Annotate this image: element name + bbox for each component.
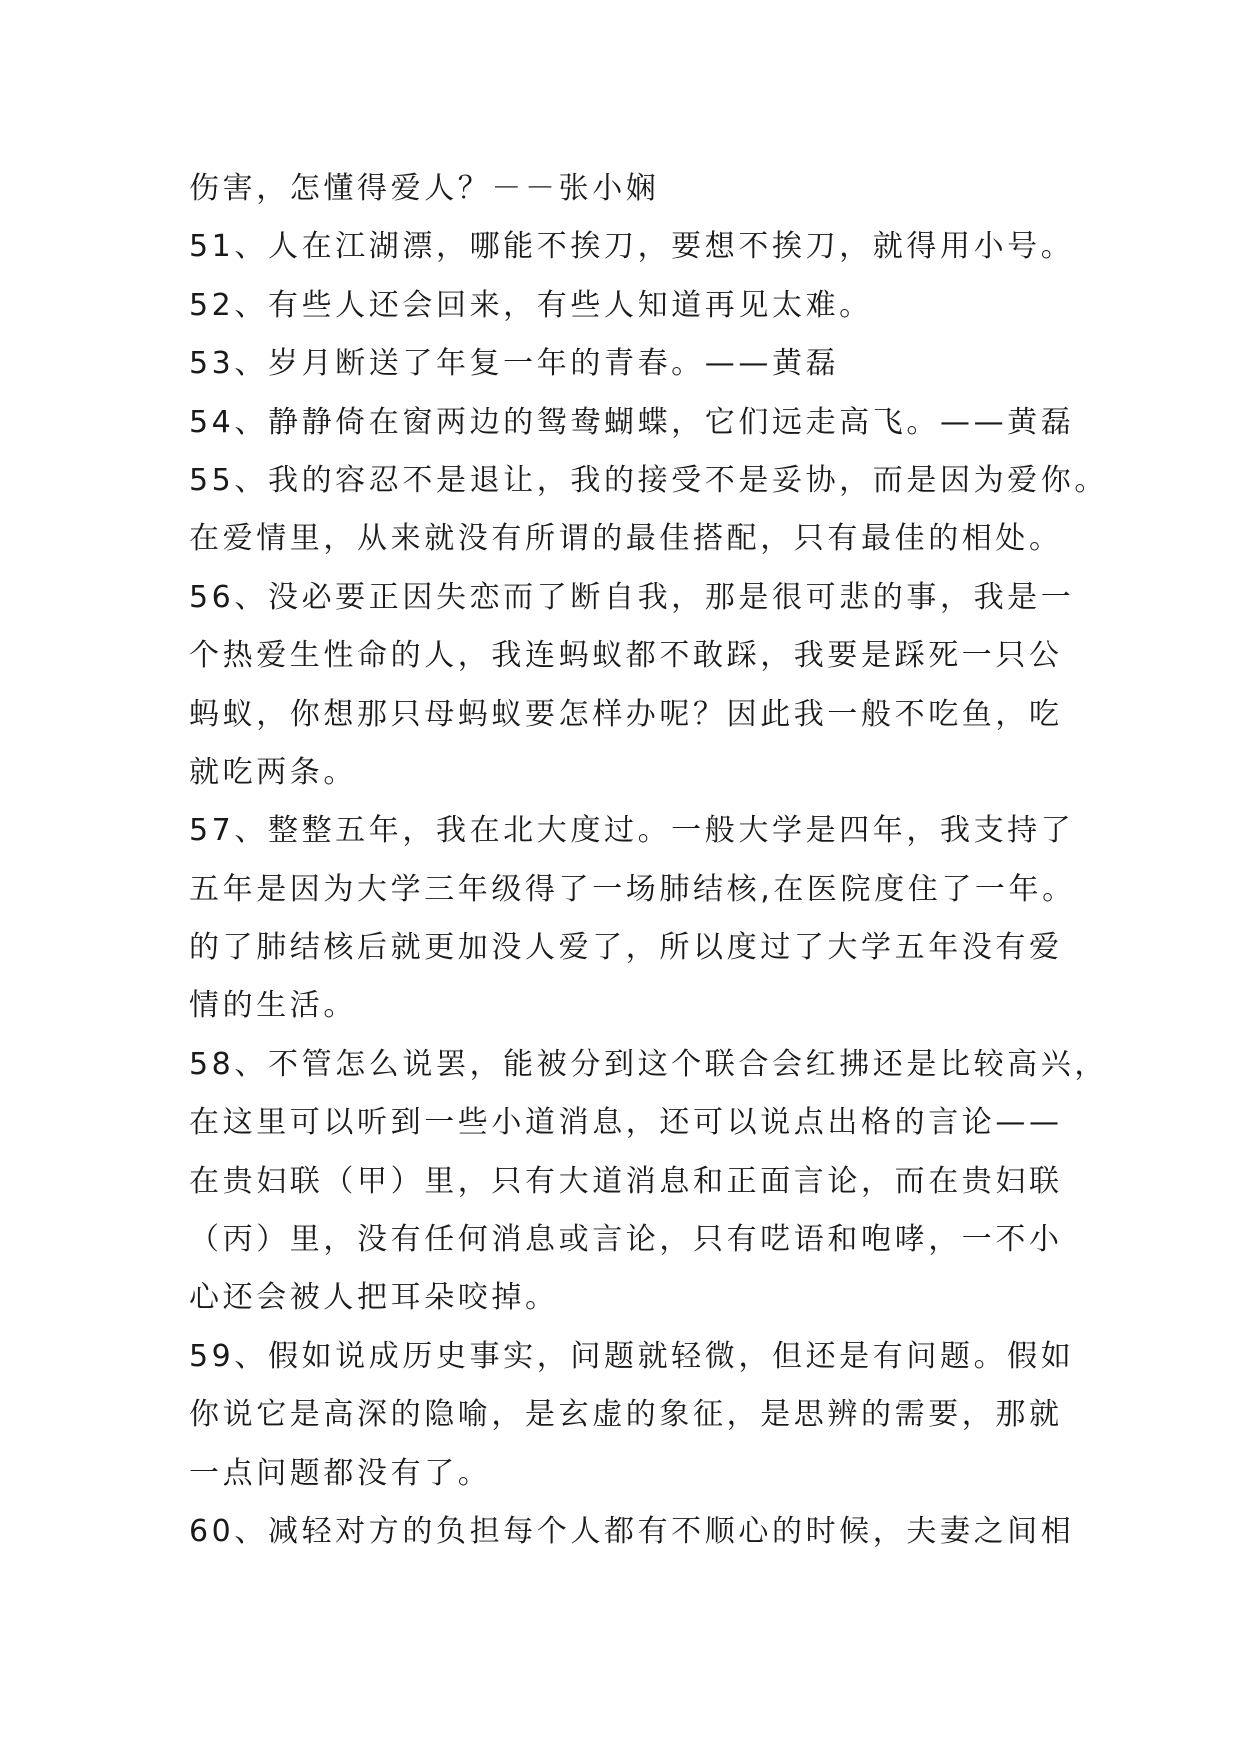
text-line: 心还会被人把耳朵咬掉。 [189, 1280, 559, 1316]
text-line: 54、静静倚在窗两边的鸳鸯蝴蝶，它们远走高飞。——黄磊 [189, 404, 1075, 440]
text-line: 55、我的容忍不是退让，我的接受不是妥协，而是因为爱你。 [189, 462, 1108, 498]
text-line: 51、人在江湖漂，哪能不挨刀，要想不挨刀，就得用小号。 [189, 229, 1075, 265]
text-line: 58、不管怎么说罢，能被分到这个联合会红拂还是比较高兴， [189, 1046, 1108, 1082]
text-line: 52、有些人还会回来，有些人知道再见太难。 [189, 287, 873, 323]
text-line: 60、减轻对方的负担每个人都有不顺心的时候，夫妻之间相 [189, 1513, 1075, 1549]
text-line: （丙）里，没有任何消息或言论，只有呓语和咆哮，一不小 [189, 1222, 1063, 1258]
text-line: 蚂蚁，你想那只母蚂蚁要怎样办呢？因此我一般不吃鱼，吃 [189, 696, 1063, 732]
text-line: 五年是因为大学三年级得了一场肺结核,在医院度住了一年。 [189, 871, 1076, 907]
text-line: 在贵妇联（甲）里，只有大道消息和正面言论，而在贵妇联 [189, 1163, 1063, 1199]
text-line: 的了肺结核后就更加没人爱了，所以度过了大学五年没有爱 [189, 930, 1063, 966]
text-line: 56、没必要正因失恋而了断自我，那是很可悲的事，我是一 [189, 579, 1075, 615]
text-line: 情的生活。 [189, 988, 357, 1024]
text-line: 53、岁月断送了年复一年的青春。——黄磊 [189, 346, 840, 382]
text-line: 在这里可以听到一些小道消息，还可以说点出格的言论—— [189, 1105, 1063, 1141]
text-line: 59、假如说成历史事实，问题就轻微，但还是有问题。假如 [189, 1338, 1075, 1374]
text-line: 就吃两条。 [189, 754, 357, 790]
text-line: 个热爱生性命的人，我连蚂蚁都不敢踩，我要是踩死一只公 [189, 638, 1063, 674]
text-line: 在爱情里，从来就没有所谓的最佳搭配，只有最佳的相处。 [189, 521, 1063, 557]
document-body [189, 160, 1108, 1561]
text-line: 一点问题都没有了。 [189, 1455, 492, 1491]
text-line: 你说它是高深的隐喻，是玄虚的象征，是思辨的需要，那就 [189, 1397, 1063, 1433]
text-line: 伤害，怎懂得爱人？－－张小娴 [189, 171, 660, 206]
text-line: 57、整整五年，我在北大度过。一般大学是四年，我支持了 [189, 813, 1075, 849]
